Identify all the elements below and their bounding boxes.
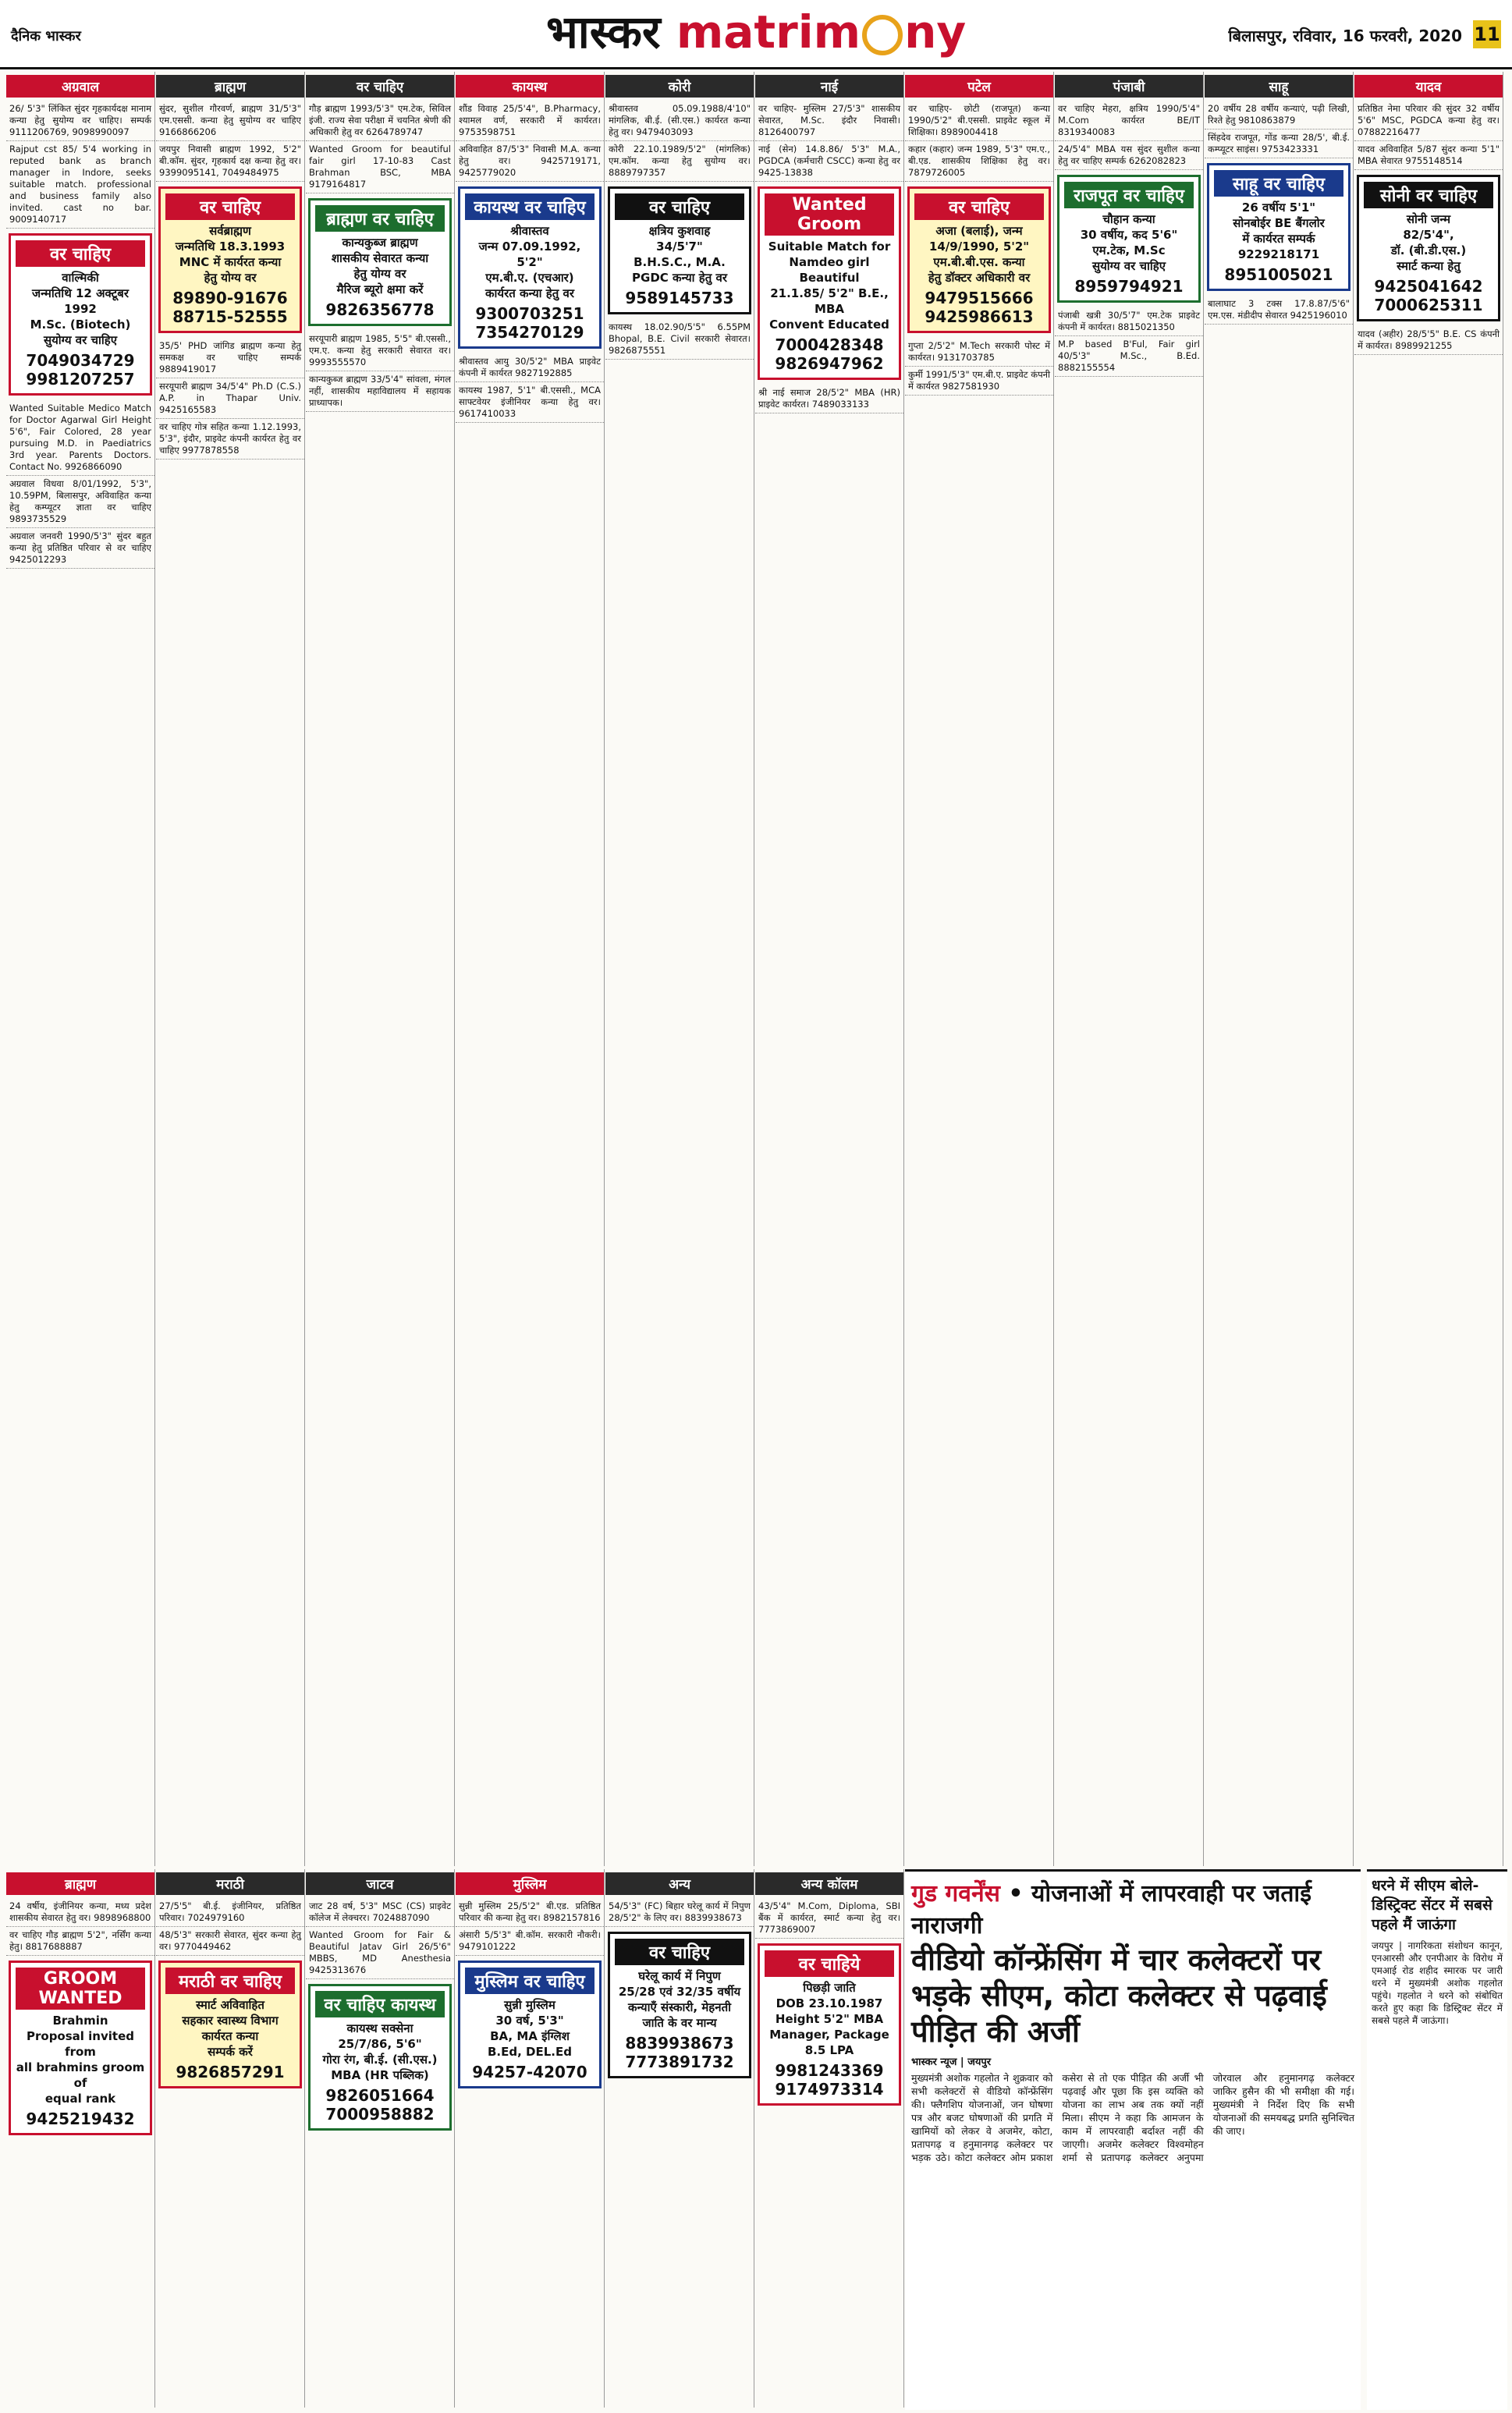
display-ad-line: M.Sc. (Biotech) — [30, 318, 131, 332]
display-ad-line: B.Ed, DEL.Ed — [488, 2045, 572, 2059]
classified-ad: अग्रवाल विधवा 8/01/1992, 5'3", 10.59PM, बिलासपुर, अविवाहित कन्या हेतु कम्प्यूटर ज्ञाता वर चाहिए 9893735529 — [6, 476, 154, 528]
display-ad-phone: 9425041642 7000625311 — [1374, 277, 1483, 314]
display-ad-title: मराठी वर चाहिए — [165, 1968, 295, 1994]
display-ad-box — [9, 1961, 152, 2135]
display-ad-line: Convent Educated — [769, 318, 889, 332]
display-ad-title: वर चाहिये — [765, 1950, 894, 1977]
cols-column — [456, 72, 605, 1866]
display-ad-line: कार्यरत कन्या हेतु वर — [485, 286, 574, 300]
display-ad-line: में कार्यरत सम्पर्क — [1242, 232, 1315, 246]
classified-ad: सरयूपारी ब्राह्मण 1985, 5'5" बी.एससी., एम.ए. कन्या हेतु सरकारी सेवारत वर। 9993555570 — [306, 331, 454, 371]
display-ad-box — [1357, 175, 1500, 321]
display-ad-line: श्रीवास्तव — [510, 224, 549, 238]
news-headline: वीडियो कॉन्फ्रेंसिंग में चार कलेक्टरों पर भड़के सीएम, कोटा कलेक्टर से पढ़वाई पीड़ित की अर्जी — [911, 1943, 1327, 2049]
display-ad-line: सम्पर्क करें — [208, 2045, 253, 2059]
category-header: ब्राह्मण — [156, 75, 304, 98]
classified-ad: बालाघाट 3 टक्स 17.8.87/5'6" एम.एस. मंडीदीप सेवारत 9425196010 — [1205, 296, 1353, 325]
display-ad-line: कन्याएँ संस्कारी, मेहनती — [627, 2000, 732, 2014]
classified-ad: 24/5'4" MBA यस सुंदर सुशील कन्या हेतु वर चाहिए सम्पर्क 6262082823 — [1055, 141, 1203, 170]
cols-column — [755, 72, 904, 1866]
display-ad-line: सहकार स्वास्थ्य विभाग — [182, 2014, 279, 2028]
classified-ad: सुन्नी मुस्लिम 25/5'2" बी.एड. प्रतिष्ठित परिवार की कन्या हेतु वर। 8982157816 — [456, 1898, 604, 1927]
display-ad-box — [608, 186, 751, 314]
classified-ad: 48/5'3" सरकारी सेवारत, सुंदर कन्या हेतु वर। 9770449462 — [156, 1927, 304, 1956]
category-header: ब्राह्मण — [6, 1872, 154, 1895]
display-ad-line: Proposal invited from — [27, 2029, 134, 2059]
classified-ad: श्रीवास्तव 05.09.1988/4'10" मांगलिक, बी.ई. (सी.एस.) कार्यरत कन्या हेतु वर। 9479403093 — [605, 101, 754, 141]
cols-column — [1205, 72, 1354, 1866]
category-header: अन्य — [605, 1872, 754, 1895]
classified-ad: सिंहदेव राजपूत, गोंड कन्या 28/5', बी.ई. कम्प्यूटर साइंस। 9753423331 — [1205, 130, 1353, 158]
classified-ad: गुप्ता 2/5'2" M.Tech सरकारी पोस्ट में कार्यरत। 9131703785 — [905, 338, 1053, 367]
classified-ad: प्रतिष्ठित नेमा परिवार की सुंदर 32 वर्षीय 5'6" MSC, PGDCA कन्या हेतु वर। 07882216477 — [1354, 101, 1503, 141]
display-ad-phone: 8951005021 — [1224, 265, 1333, 284]
display-ad-line: सुयोग्य वर चाहिए — [43, 333, 118, 347]
display-ad-title: वर चाहिए — [615, 193, 744, 220]
display-ad-line: Brahmin — [52, 2014, 108, 2028]
display-ad-line: सोनबोईर BE बैंगलोर — [1233, 216, 1325, 230]
display-ad-line: कान्यकुब्ज ब्राह्मण — [342, 236, 418, 250]
classified-ad: वर चाहिए मेहरा, क्षत्रिय 1990/5'4" M.Com कार्यरत BE/IT 8319340083 — [1055, 101, 1203, 141]
cols-column — [6, 72, 155, 1866]
classified-ad: यादव (अहीर) 28/5'5" B.E. CS कंपनी में कार्यरत। 8989921255 — [1354, 326, 1503, 355]
display-ad-line: BA, MA इंग्लिश — [490, 2029, 570, 2043]
display-ad-line: B.H.S.C., M.A. — [634, 255, 726, 269]
classified-ad: 43/5'4" M.Com, Diploma, SBI बैंक में कार्यरत, स्मार्ट कन्या हेतु वर। 7773869007 — [755, 1898, 903, 1939]
classified-ad: सरयूपारी ब्राह्मण 34/5'4" Ph.D (C.S.) A.P. in Thapar Univ. 9425165583 — [156, 378, 304, 419]
news-body: मुख्यमंत्री अशोक गहलोत ने शुक्रवार को सभी कलेक्टरों से वीडियो कॉन्फ्रेंसिंग की। फ्लैगशिप योजनाओं, जन घोषणा पत्र और बजट घोषणाओं की प्रगति में खामियों को लेकर वे अजमेर, कोटा, प्रतापगढ़ व हनुमानगढ़ कलेक्टर पर भड़क उठे। कोटा कलेक्टर ओम प्रकाश कसेरा से तो एक पीड़ित की अर्जी भी पढ़वाई और पूछा कि इस व्यक्ति को योजना का लाभ अब तक क्यों नहीं मिला। सीएम ने कहा कि आमजन के काम में लापरवाही बर्दाश्त नहीं की जाएगी। अजमेर कलेक्टर विश्वमोहन शर्मा से प्रतापगढ़ कलेक्टर अनुपमा जोरवाल और हनुमानगढ़ कलेक्टर जाकिर हुसैन की भी समीक्षा की गई। मुख्यमंत्री ने निर्देश दिए कि सभी योजनाओं की समयबद्ध प्रगति सुनिश्चित की जाए। — [911, 2072, 1354, 2163]
display-ad-line: 14/9/1990, 5'2" — [928, 240, 1030, 254]
category-header: अन्य कॉलम — [755, 1872, 903, 1895]
category-header: कोरी — [605, 75, 754, 98]
display-ad-box — [308, 1984, 452, 2131]
display-ad-line: MBA (HR पब्लिक) — [331, 2068, 429, 2082]
display-ad-title: वर चाहिए — [16, 240, 145, 267]
display-ad-line: 9229218171 — [1237, 247, 1320, 261]
display-ad-title: वर चाहिए — [914, 193, 1044, 220]
classified-ad: कायस्थ 1987, 5'1" बी.एससी., MCA साफ्टवेयर इंजीनियर कन्या हेतु वर। 9617410033 — [456, 382, 604, 423]
cols-column — [1354, 72, 1503, 1866]
display-ad-line: equal rank — [44, 2092, 116, 2106]
classified-ad: वर चाहिए- छोटी (राजपूत) कन्या 1990/5'2" बी.एससी. प्राइवेट स्कूल में शिक्षिका। 8989004418 — [905, 101, 1053, 141]
classified-ad: वर चाहिए गौड़ ब्राह्मण 5'2", नर्सिंग कन्या हेतु। 8817688887 — [6, 1927, 154, 1956]
display-ad-phone: 9826356778 — [325, 300, 435, 319]
lower-column — [156, 1869, 305, 2408]
classified-ad: 54/5'3" (FC) बिहार घरेलू कार्य में निपुण 28/5'2" के लिए वर। 8839938673 — [605, 1898, 754, 1927]
display-ad-line: एम.टेक, M.Sc — [1092, 243, 1166, 257]
display-ad-box — [758, 186, 901, 380]
display-ad-title: वर चाहिए — [615, 1939, 744, 1965]
classified-ad: श्री नाई समाज 28/5'2" MBA (HR) प्राइवेट कार्यरत। 7489033133 — [755, 385, 903, 413]
lower-column — [6, 1869, 155, 2408]
cols-column — [156, 72, 305, 1866]
classified-ad: अग्रवाल जनवरी 1990/5'3" सुंदर बहुत कन्या हेतु प्रतिष्ठित परिवार से वर चाहिए 9425012293 — [6, 528, 154, 569]
display-ad-phone: 9425219432 — [26, 2110, 135, 2128]
classified-ad: अविवाहित 87/5'3" निवासी M.A. कन्या हेतु वर। 9425719171, 9425779020 — [456, 141, 604, 182]
classified-ad: वर चाहिए गोत्र सहित कन्या 1.12.1993, 5'3", इंदौर, प्राइवेट कंपनी कार्यरत हेतु वर चाहिए 9977878558 — [156, 419, 304, 460]
display-ad-box — [1057, 175, 1201, 303]
display-ad-line: चौहान कन्या — [1102, 212, 1155, 226]
display-ad-line: 25/28 एवं 32/35 वर्षीय — [618, 1985, 741, 1999]
page-number: 11 — [1473, 20, 1501, 48]
display-ad-line: अजा (बलाई), जन्म — [935, 224, 1023, 238]
display-ad-line: डॉ. (बी.डी.एस.) — [1390, 243, 1467, 257]
category-header: कायस्थ — [456, 75, 604, 98]
news-kicker — [905, 1872, 1361, 1940]
display-ad-line: all brahmins groom of — [16, 2060, 145, 2090]
news-byline: भास्कर न्यूज | जयपुर — [911, 2056, 992, 2068]
display-ad-box — [758, 1943, 901, 2106]
category-header: पंजाबी — [1055, 75, 1203, 98]
category-header: यादव — [1354, 75, 1503, 98]
display-ad-title: ब्राह्मण वर चाहिए — [315, 205, 445, 232]
side-headline: धरने में सीएम बोले-डिस्ट्रिक्ट सेंटर में सबसे पहले मैं जाऊंगा — [1372, 1877, 1492, 1933]
display-ad-line: 26 वर्षीय 5'1" — [1241, 200, 1316, 215]
classified-ad: जाट 28 वर्ष, 5'3" MSC (CS) प्राइवेट कॉलेज में लेक्चरर। 7024887090 — [306, 1898, 454, 1927]
display-ad-line: 25/7/86, 5'6" — [338, 2037, 422, 2051]
classified-ad: 24 वर्षीय, इंजीनियर कन्या, मध्य प्रदेश शासकीय सेवारत हेतु वर। 9898968800 — [6, 1898, 154, 1927]
display-ad-line: जन्मतिथि 12 अक्टूबर 1992 — [32, 286, 129, 316]
display-ad-line: 34/5'7" — [656, 240, 703, 254]
display-ad-line: सुयोग्य वर चाहिए — [1091, 259, 1166, 273]
display-ad-phone: 94257-42070 — [472, 2063, 587, 2081]
ring-icon — [862, 15, 903, 55]
classified-ad: 20 वर्षीय 28 वर्षीय कन्याएं, पढ़ी लिखी, रिश्ते हेतु 9810863879 — [1205, 101, 1353, 130]
display-ad-phone: 7000428348 9826947962 — [775, 335, 884, 373]
classified-ad: M.P based B'Ful, Fair girl 40/5'3" M.Sc., B.Ed. 8882155554 — [1055, 336, 1203, 377]
display-ad-line: एम.बी.बी.एस. कन्या — [933, 255, 1025, 269]
classified-ad: 35/5' PHD जांगिड ब्राह्मण कन्या हेतु समकक्ष वर चाहिए सम्पर्क 9889419017 — [156, 338, 304, 378]
classified-columns — [6, 72, 1506, 1866]
display-ad-phone: 9479515666 9425986613 — [925, 289, 1034, 326]
display-ad-title: वर चाहिए — [165, 193, 295, 220]
display-ad-line: जन्म 07.09.1992, 5'2" — [478, 240, 581, 269]
display-ad-line: 82/5'4", — [1403, 228, 1454, 242]
classified-ad: वर चाहिए- मुस्लिम 27/5'3" शासकीय सेवारत, M.Sc. इंदौर निवासी। 8126400797 — [755, 101, 903, 141]
display-ad-box — [158, 186, 302, 333]
display-ad-box — [458, 1961, 602, 2088]
classified-ad: कहार (कहार) जन्म 1989, 5'3" एम.ए., बी.एड. शासकीय शिक्षिका हेतु वर। 7879726005 — [905, 141, 1053, 182]
classified-ad: कुर्मी 1991/5'3" एम.बी.ए. प्राइवेट कंपनी में कार्यरत 9827581930 — [905, 367, 1053, 396]
display-ad-line: 21.1.85/ 5'2" B.E., MBA — [770, 286, 889, 316]
display-ad-phone: 8839938673 7773891732 — [625, 2034, 734, 2071]
category-header: साहू — [1205, 75, 1353, 98]
category-header: मराठी — [156, 1872, 304, 1895]
category-header: मुस्लिम — [456, 1872, 604, 1895]
classified-ad: शौंड विवाह 25/5'4", B.Pharmacy, श्यामल वर्ण, सरकारी में कार्यरत। 9753598751 — [456, 101, 604, 141]
display-ad-phone: 9589145733 — [625, 289, 734, 307]
lower-column — [456, 1869, 605, 2408]
display-ad-box — [608, 1932, 751, 2078]
display-ad-line: 30 वर्षीय, कद 5'6" — [1080, 228, 1178, 242]
classified-ad: Wanted Suitable Medico Match for Doctor Agarwal Girl Height 5'6", Fair Colored, 28 year pursuing M.D. in Paediatrics 3rd year. Parents Doctors. Contact No. 9926866090 — [6, 400, 154, 476]
display-ad-phone: 9300703251 7354270129 — [475, 304, 584, 342]
display-ad-line: शासकीय सेवारत कन्या — [331, 251, 429, 265]
edition-date: बिलासपुर, रविवार, 16 फरवरी, 2020 — [1228, 27, 1462, 45]
display-ad-title: राजपूत वर चाहिए — [1064, 182, 1194, 208]
logo-matrim: matrim — [676, 5, 861, 59]
display-ad-title: वर चाहिए कायस्थ — [315, 1991, 445, 2017]
display-ad-title: मुस्लिम वर चाहिए — [465, 1968, 595, 1994]
logo-bhaskar: भास्कर — [546, 5, 661, 59]
display-ad-box — [458, 186, 602, 349]
display-ad-line: हेतु डॉक्टर अधिकारी वर — [928, 271, 1031, 285]
cols-column — [1055, 72, 1204, 1866]
display-ad-line: घरेलू कार्य में निपुण — [638, 1969, 721, 1983]
matrimony-logo — [546, 5, 966, 59]
display-ad-line: DOB 23.10.1987 — [776, 1996, 883, 2010]
cols-column — [605, 72, 754, 1866]
display-ad-line: स्मार्ट अविवाहित — [196, 1998, 264, 2012]
display-ad-box — [308, 198, 452, 326]
display-ad-title: Wanted Groom — [765, 193, 894, 236]
display-ad-line: पिछड़ी जाति — [803, 1981, 856, 1995]
classified-ad: अंसारी 5/5'3" बी.कॉम. सरकारी नौकरी। 9479101222 — [456, 1927, 604, 1956]
display-ad-line: सुन्नी मुस्लिम — [504, 1998, 555, 2012]
display-ad-title: साहू वर चाहिए — [1214, 170, 1343, 197]
masthead — [0, 0, 1512, 69]
classified-ad: पंजाबी खत्री 30/5'7" एम.टेक प्राइवेट कंपनी में कार्यरत। 8815021350 — [1055, 307, 1203, 336]
display-ad-line: एम.बी.ए. (एचआर) — [485, 271, 574, 285]
classified-ad: यादव अविवाहित 5/87 सुंदर कन्या 5'1" MBA सेवारत 9755148514 — [1354, 141, 1503, 170]
display-ad-phone: 89890-91676 88715-52555 — [172, 289, 288, 326]
display-ad-line: गोरा रंग, बी.ई. (सी.एस.) — [322, 2053, 438, 2067]
display-ad-line: Manager, Package 8.5 LPA — [769, 2028, 889, 2057]
display-ad-line: कार्यरत कन्या — [201, 2029, 259, 2043]
lower-column — [306, 1869, 455, 2408]
display-ad-title: सोनी वर चाहिए — [1364, 182, 1493, 208]
category-header: नाई — [755, 75, 903, 98]
display-ad-line: हेतु योग्य वर — [204, 271, 257, 285]
display-ad-line: PGDC कन्या हेतु वर — [632, 271, 727, 285]
kicker-text: • योजनाओं में लापरवाही पर जताई नाराजगी — [911, 1880, 1311, 1939]
display-ad-line: Namdeo girl Beautiful — [789, 255, 870, 285]
display-ad-line: स्मार्ट कन्या हेतु — [1397, 259, 1461, 273]
cols-column — [905, 72, 1054, 1866]
display-ad-line: कायस्थ सक्सेना — [346, 2021, 413, 2035]
lower-column — [755, 1869, 904, 2408]
display-ad-line: Height 5'2" MBA — [775, 2012, 884, 2026]
display-ad-box — [158, 1961, 302, 2088]
classified-ad: Wanted Groom for Fair & Beautiful Jatav Girl 26/5'6" MBBS, MD Anesthesia 9425313676 — [306, 1927, 454, 1979]
display-ad-phone: 9826051664 7000958882 — [325, 2086, 435, 2124]
category-header: पटेल — [905, 75, 1053, 98]
category-header: जाटव — [306, 1872, 454, 1895]
display-ad-line: MNC में कार्यरत कन्या — [179, 255, 282, 269]
display-ad-line: सोनी जन्म — [1406, 212, 1451, 226]
classified-ad: 27/5'5" बी.ई. इंजीनियर, प्रतिष्ठित परिवार। 7024979160 — [156, 1898, 304, 1927]
classified-ad: नाई (सेन) 14.8.86/ 5'3" M.A., PGDCA (कर्मचारी CSCC) कन्या हेतु वर 9425-13838 — [755, 141, 903, 182]
display-ad-line: जन्मतिथि 18.3.1993 — [175, 240, 286, 254]
display-ad-line: Suitable Match for — [768, 240, 891, 254]
logo-ny: ny — [904, 5, 967, 59]
cols-column — [306, 72, 455, 1866]
display-ad-line: क्षत्रिय कुशवाह — [648, 224, 711, 238]
classified-ad: 26/ 5'3" लिंकित सुंदर गृहकार्यदक्ष मानाम कन्या हेतु सुयोग्य वर चाहिए। सम्पर्क 9111206769, 9098990097 — [6, 101, 154, 141]
display-ad-line: वाल्मिकी — [62, 271, 99, 285]
display-ad-line: मैरिज ब्यूरो क्षमा करें — [336, 282, 424, 296]
side-story — [1367, 1869, 1507, 2410]
display-ad-line: 30 वर्ष, 5'3" — [495, 2014, 564, 2028]
category-header: वर चाहिए — [306, 75, 454, 98]
newspaper-name: दैनिक भास्कर — [11, 28, 81, 44]
lower-column — [605, 1869, 754, 2408]
kicker-tag: गुड गवर्नेंस — [911, 1880, 1000, 1907]
display-ad-title: GROOM WANTED — [16, 1968, 145, 2010]
classified-ad: जयपुर निवासी ब्राह्मण 1992, 5'2" बी.कॉम. सुंदर, गृहकार्य दक्ष कन्या हेतु वर। 9399095141, 7049484975 — [156, 141, 304, 182]
display-ad-title: कायस्थ वर चाहिए — [465, 193, 595, 220]
classified-ad: सुंदर, सुशील गौरवर्ण, ब्राह्मण 31/5'3" एम.एससी. कन्या हेतु सुयोग्य वर चाहिए 9166866206 — [156, 101, 304, 141]
display-ad-box — [907, 186, 1051, 333]
display-ad-box — [1207, 163, 1351, 291]
display-ad-phone: 8959794921 — [1074, 277, 1184, 296]
classified-ad: गौड़ ब्राह्मण 1993/5'3" एम.टेक, सिविल इंजी. राज्य सेवा परीक्षा में चयनित श्रेणी की अधिकारी हेतु वर 6264789747 — [306, 101, 454, 141]
classified-ad: Rajput cst 85/ 5'4 working in reputed bank as branch manager in Indore, seeks suitable match. professional and business family also invited. cast no bar. 9009140717 — [6, 141, 154, 229]
classified-ad: श्रीवास्तव आयु 30/5'2" MBA प्राइवेट कंपनी में कार्यरत 9827192885 — [456, 353, 604, 382]
side-body: जयपुर | नागरिकता संशोधन कानून, एनआरसी और एनपीआर के विरोध में एमआई रोड शहीद स्मारक पर जारी धरने में मुख्यमंत्री अशोक गहलोत पहुंचे। गहलोत ने धरने को संबोधित करते हुए कहा कि डिस्ट्रिक्ट सेंटर में सबसे पहले मैं जाऊंगा। — [1372, 1940, 1503, 2026]
display-ad-line: सर्वब्राह्मण — [209, 224, 251, 238]
classified-ad: Wanted Groom for beautiful fair girl 17-10-83 Cast Brahman BSC, MBA 9179164817 — [306, 141, 454, 193]
display-ad-phone: 9826857291 — [176, 2063, 285, 2081]
display-ad-line: हेतु योग्य वर — [353, 267, 406, 281]
display-ad-box — [9, 233, 152, 396]
display-ad-phone: 7049034729 9981207257 — [26, 351, 135, 389]
classified-ad: कान्यकुब्ज ब्राह्मण 33/5'4" सांवला, मंगल नहीं, शासकीय महाविद्यालय में सहायक प्राध्यापक। — [306, 371, 454, 412]
category-header: अग्रवाल — [6, 75, 154, 98]
classified-ad: कायस्थ 18.02.90/5'5" 6.55PM Bhopal, B.E. Civil सरकारी सेवारत। 9826875551 — [605, 319, 754, 360]
lower-classified-columns — [6, 1869, 902, 2408]
display-ad-line: जाति के वर मान्य — [642, 2016, 717, 2030]
classified-ad: कोरी 22.10.1989/5'2" (मांगलिक) एम.कॉम. कन्या हेतु सुयोग्य वर। 8889797357 — [605, 141, 754, 182]
news-story — [905, 1869, 1361, 2410]
display-ad-phone: 9981243369 9174973314 — [775, 2061, 884, 2099]
